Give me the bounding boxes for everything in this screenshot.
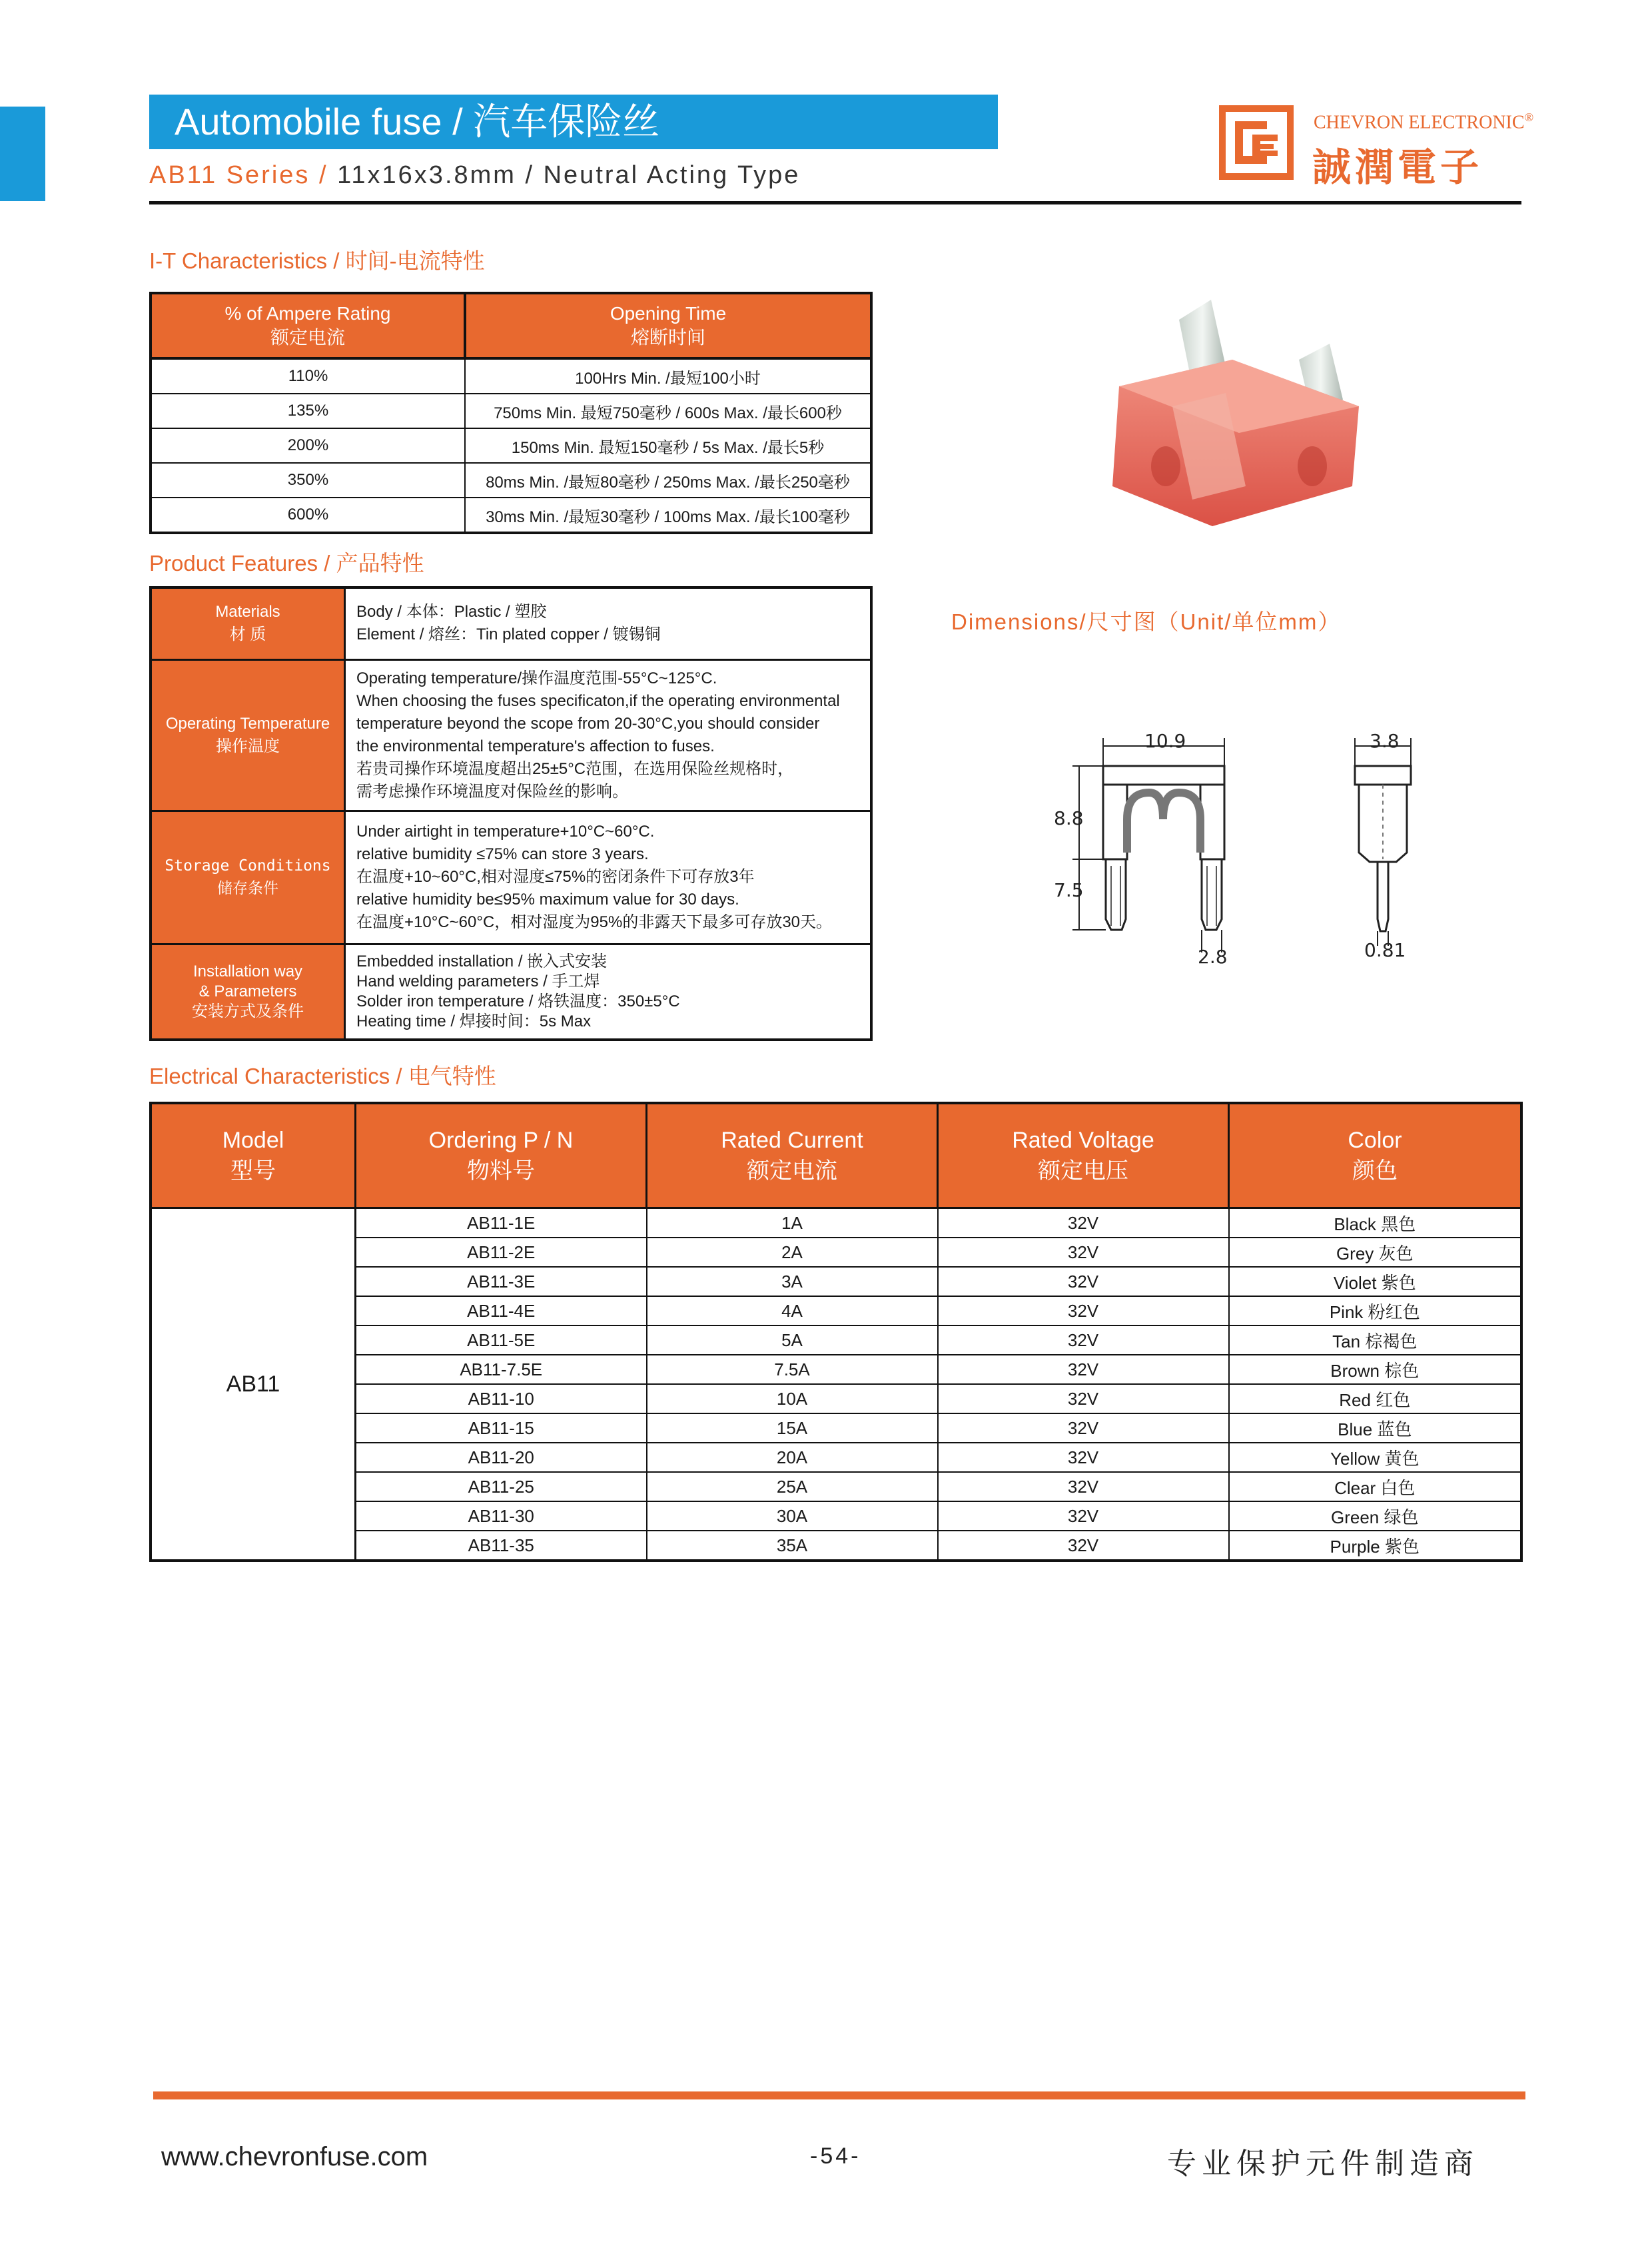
table-row: 600% 30ms Min. /最短30毫秒 / 100ms Max. /最长100毫秒 bbox=[151, 498, 871, 533]
features-heading: Product Features / 产品特性 bbox=[149, 551, 424, 575]
table-row: Operating Temperature 操作温度 Operating temperature/操作温度范围-55°C~125°C. When choosing the fuses specificaton,if the operating environmental temperature beyond the scope from 20-30°C,you should consider the environmental temperature's affection to fuses. 若贵司操作环境温度超出25±5°C范围，在选用保险丝规格时， 需考虑操作环境温度对保险丝的影响。 bbox=[151, 659, 871, 811]
table-row: AB11-20 20A 32V Yellow 黄色 bbox=[151, 1443, 1521, 1472]
model-cell: AB11 bbox=[151, 1208, 356, 1561]
col-color: Color 颜色 bbox=[1229, 1103, 1522, 1208]
header-divider bbox=[149, 201, 1521, 204]
table-row: AB11-5E 5A 32V Tan 棕褐色 bbox=[151, 1325, 1521, 1355]
brand-name-en: CHEVRON ELECTRONIC® bbox=[1314, 111, 1534, 133]
table-row: Materials 材 质 Body / 本体：Plastic / 塑胶 Element / 熔丝：Tin plated copper / 镀锡铜 bbox=[151, 587, 871, 659]
dim-height-blade: 7.5 bbox=[1054, 879, 1084, 901]
electrical-heading: Electrical Characteristics / 电气特性 bbox=[149, 1064, 496, 1088]
brand-name-cn: 誠潤電子 bbox=[1312, 146, 1483, 189]
footer-website-link[interactable]: www.chevronfuse.com bbox=[161, 2142, 428, 2171]
col-ordering-pn: Ordering P / N 物料号 bbox=[356, 1103, 647, 1208]
table-row: AB11-35 35A 32V Purple 紫色 bbox=[151, 1531, 1521, 1561]
table-row: AB11-10 10A 32V Red 红色 bbox=[151, 1384, 1521, 1413]
side-view-drawing bbox=[1339, 719, 1432, 976]
footer-divider bbox=[153, 2091, 1525, 2099]
col-model: Model 型号 bbox=[151, 1103, 356, 1208]
table-row: Storage Conditions 储存条件 Under airtight in temperature+10°C~60°C. relative bumidity ≤75% can store 3 years. 在温度+10~60°C,相对湿度≤75%的密闭条件下可存放3年 relative humidity be≤95% maximum value for 30 days. 在温度+10°C~60°C，相对湿度为95%的非露天下最多可存放30天。 bbox=[151, 811, 871, 944]
table-row: 135% 750ms Min. 最短750毫秒 / 600s Max. /最长600秒 bbox=[151, 394, 871, 428]
table-row: AB11-25 25A 32V Clear 白色 bbox=[151, 1472, 1521, 1501]
dim-height-top: 8.8 bbox=[1054, 807, 1084, 829]
table-row: AB11-4E 4A 32V Pink 粉红色 bbox=[151, 1296, 1521, 1325]
electrical-table bbox=[149, 1102, 1523, 1562]
dim-width: 10.9 bbox=[1144, 730, 1186, 752]
dim-thickness: 3.8 bbox=[1370, 730, 1400, 752]
fuse-product-image bbox=[1092, 286, 1372, 543]
brand-logo-icon bbox=[1219, 105, 1294, 180]
table-row: Installation way & Parameters 安装方式及条件 Embedded installation / 嵌入式安装 Hand welding parameters / 手工焊 Solder iron temperature / 烙铁温度：350±5°C Heating time / 焊接时间：5s Max bbox=[151, 944, 871, 1040]
footer-slogan: 专业保护元件制造商 bbox=[1167, 2147, 1479, 2180]
dim-blade-thickness: 0.81 bbox=[1364, 939, 1406, 961]
table-row: AB11-2E 2A 32V Grey 灰色 bbox=[151, 1238, 1521, 1267]
table-row: 350% 80ms Min. /最短80毫秒 / 250ms Max. /最长250毫秒 bbox=[151, 463, 871, 498]
series-spec: 11x16x3.8mm / Neutral Acting Type bbox=[328, 161, 801, 189]
col-rated-voltage: Rated Voltage 额定电压 bbox=[938, 1103, 1229, 1208]
front-view-drawing bbox=[1039, 719, 1252, 976]
series-name: AB11 Series / bbox=[149, 161, 328, 189]
table-row: AB11 AB11-1E 1A 32V Black 黑色 bbox=[151, 1208, 1521, 1238]
table-row: AB11-7.5E 7.5A 32V Brown 棕色 bbox=[151, 1355, 1521, 1384]
table-row: AB11-15 15A 32V Blue 蓝色 bbox=[151, 1413, 1521, 1443]
page-title: Automobile fuse / 汽车保险丝 bbox=[149, 95, 998, 149]
series-subtitle bbox=[149, 161, 800, 190]
table-row: AB11-30 30A 32V Green 绿色 bbox=[151, 1501, 1521, 1531]
dim-blade-width: 2.8 bbox=[1198, 946, 1228, 968]
col-rated-current: Rated Current 额定电流 bbox=[647, 1103, 938, 1208]
it-col-time: Opening Time 熔断时间 bbox=[465, 293, 871, 358]
it-table bbox=[149, 292, 873, 534]
dimensions-heading: Dimensions/尺寸图（Unit/单位mm） bbox=[951, 609, 1342, 634]
table-row: 110% 100Hrs Min. /最短100小时 bbox=[151, 358, 871, 394]
it-heading: I-T Characteristics / 时间-电流特性 bbox=[149, 248, 485, 273]
table-row: AB11-3E 3A 32V Violet 紫色 bbox=[151, 1267, 1521, 1296]
page-number: -54- bbox=[810, 2143, 861, 2169]
table-row: 200% 150ms Min. 最短150毫秒 / 5s Max. /最长5秒 bbox=[151, 428, 871, 463]
features-table bbox=[149, 586, 873, 1041]
it-col-rating: % of Ampere Rating 额定电流 bbox=[151, 293, 465, 358]
side-tab bbox=[0, 107, 45, 201]
